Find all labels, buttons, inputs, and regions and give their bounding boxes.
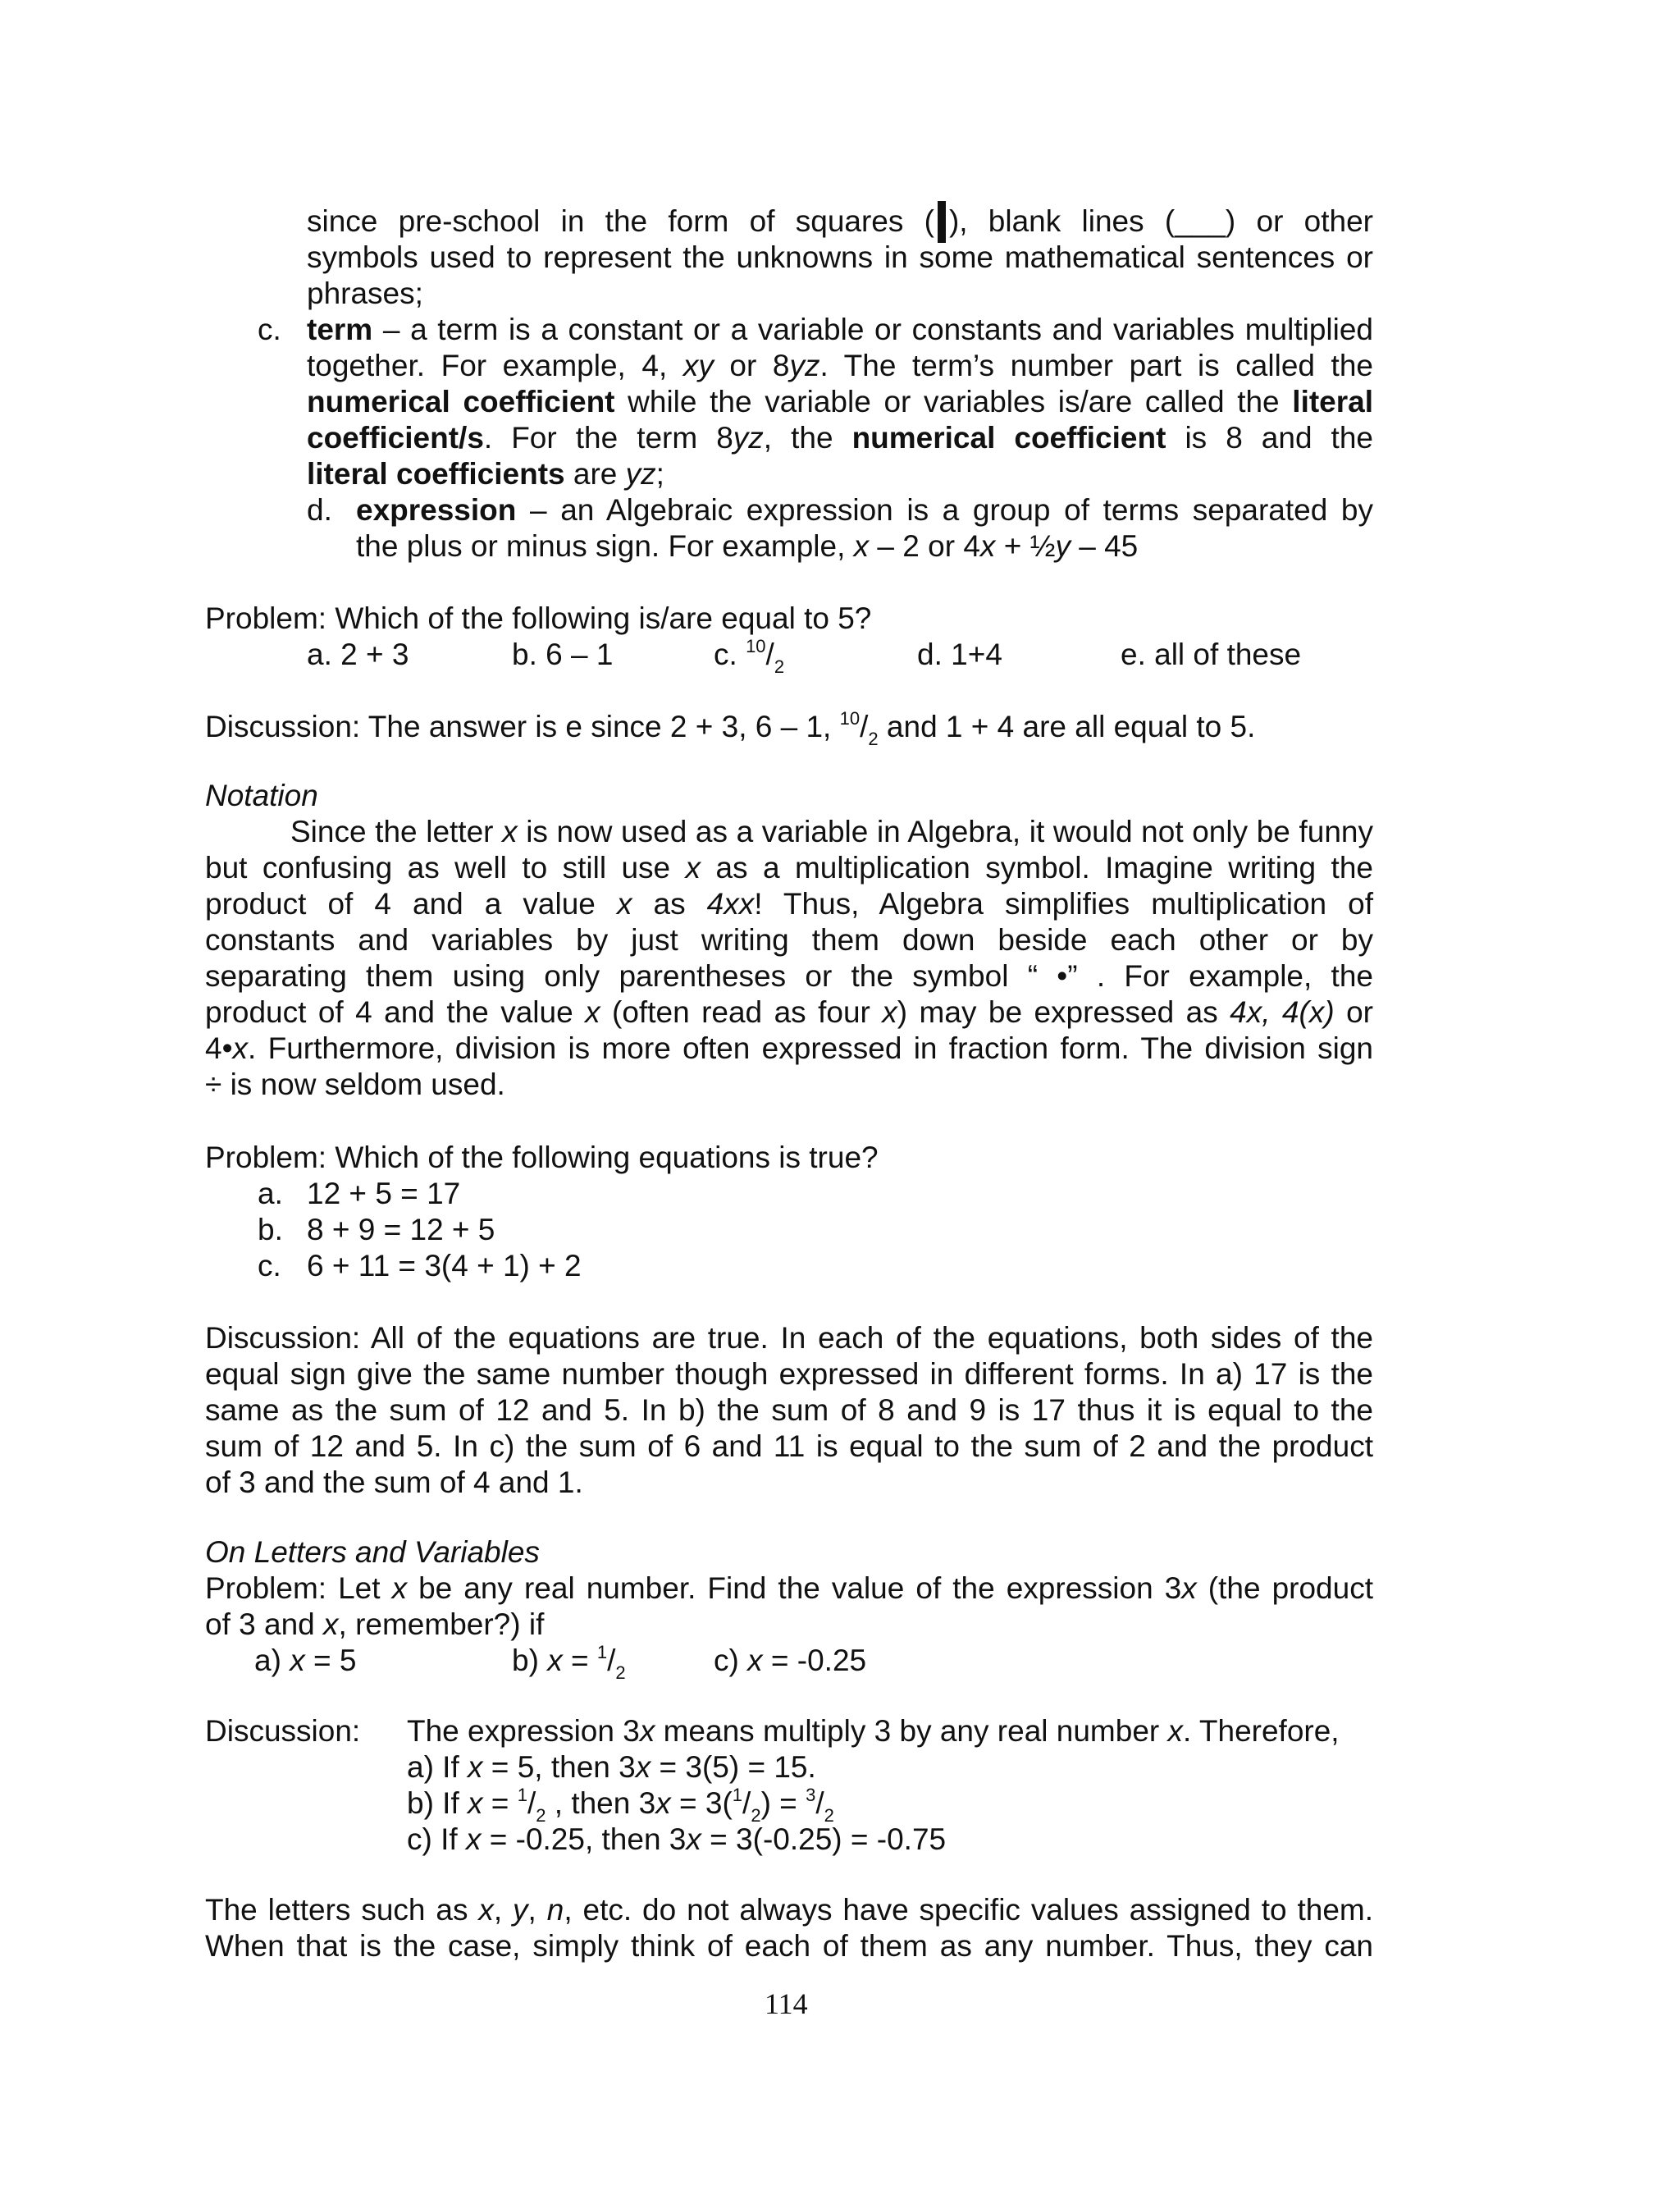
- list-marker: c.: [258, 1249, 281, 1282]
- paragraph-line: but confusing as well to still use x as a multiplication symbol. Imagine writing the: [205, 851, 1373, 885]
- paragraph-line: 4•x. Furthermore, division is more often expressed in fraction form. The division sign: [205, 1031, 1373, 1065]
- definition-expression: expression – an Algebraic expression is a group of terms separated by: [356, 493, 1373, 527]
- page-number: 114: [765, 1987, 808, 2020]
- text-line: literal coefficients are yz;: [307, 457, 664, 491]
- discussion-line: same as the sum of 12 and 5. In b) the sum of 8 and 9 is 17 thus it is equal to the: [205, 1393, 1373, 1427]
- text-line: since pre-school in the form of squares ( ), blank lines (___) or other: [307, 203, 1373, 240]
- text-line: the plus or minus sign. For example, x – 2 or 4x + ½y – 45: [356, 529, 1139, 563]
- list-marker: a.: [258, 1177, 283, 1210]
- discussion-label: Discussion:: [205, 1714, 361, 1748]
- discussion-line: The expression 3x means multiply 3 by any real number x. Therefore,: [407, 1714, 1340, 1748]
- choice-b: b) $x = ^1/_2$: [512, 1641, 626, 1684]
- discussion-line: equal sign give the same number though expressed in different forms. In a) 17 is the: [205, 1357, 1373, 1391]
- section-heading: Notation: [205, 779, 318, 812]
- paragraph-line: ÷ is now seldom used.: [205, 1068, 505, 1101]
- equation-a: 12 + 5 = 17: [307, 1177, 461, 1210]
- equation-c: 6 + 11 = 3(4 + 1) + 2: [307, 1249, 582, 1282]
- list-marker: c.: [258, 313, 281, 346]
- paragraph-line: product of 4 and a value x as 4xx! Thus, Algebra simplifies multiplication of: [205, 887, 1374, 921]
- equation-b: 8 + 9 = 12 + 5: [307, 1213, 495, 1246]
- discussion-line: c) If x = -0.25, then 3x = 3(-0.25) = -0.75: [407, 1822, 947, 1856]
- paragraph-line: The letters such as x, y, n, etc. do not always have specific values assigned to them.: [205, 1893, 1373, 1927]
- problem-question: Problem: Which of the following is/are equal to 5?: [205, 601, 872, 635]
- choice-b: b. 6 – 1: [512, 638, 614, 671]
- definition-term: term – a term is a constant or a variable or constants and variables multiplied: [307, 313, 1373, 346]
- discussion-line: Discussion: All of the equations are true. In each of the equations, both sides of the: [205, 1321, 1373, 1355]
- discussion-line: of 3 and the sum of 4 and 1.: [205, 1465, 583, 1499]
- choice-a: a. 2 + 3: [307, 638, 409, 671]
- problem-question: Problem: Which of the following equations is true?: [205, 1141, 879, 1174]
- paragraph-line: constants and variables by just writing them down beside each other or by: [205, 923, 1373, 957]
- square-symbol-icon: [938, 201, 946, 243]
- discussion-line: a) If x = 5, then 3x = 3(5) = 15.: [407, 1750, 816, 1784]
- list-marker: b.: [258, 1213, 283, 1246]
- text-line: numerical coefficient while the variable or variables is/are called the literal: [307, 385, 1374, 418]
- choice-d: d. 1+4: [917, 638, 1002, 671]
- choice-c: c) x = -0.25: [714, 1644, 867, 1677]
- choice-a: a) x = 5: [254, 1644, 357, 1677]
- list-marker: d.: [307, 493, 332, 527]
- choice-e: e. all of these: [1121, 638, 1302, 671]
- text-line: together. For example, 4, xy or 8yz. The term’s number part is called the: [307, 349, 1373, 382]
- text-line: coefficient/s. For the term 8yz, the numerical coefficient is 8 and the: [307, 421, 1373, 455]
- paragraph-line: Since the letter x is now used as a variable in Algebra, it would not only be funny: [290, 815, 1373, 848]
- choice-c: c. $^{10}/_2$: [714, 635, 785, 678]
- problem-question: of 3 and x, remember?) if: [205, 1607, 545, 1641]
- discussion: Discussion: The answer is e since 2 + 3, 6 – 1, $^{10}/_2$ and 1 + 4 are all equal to 5.: [205, 707, 1256, 750]
- discussion-line: b) If $x = ^1/_2$ , then $3x = 3(^1/_2) = ^3/_2$: [407, 1784, 834, 1827]
- paragraph-line: separating them using only parentheses or the symbol “ •” . For example, the: [205, 959, 1373, 993]
- text-line: symbols used to represent the unknowns in some mathematical sentences or: [307, 240, 1373, 274]
- text-line: phrases;: [307, 277, 423, 310]
- section-heading: On Letters and Variables: [205, 1535, 540, 1569]
- problem-question: Problem: Let x be any real number. Find the value of the expression 3x (the product: [205, 1571, 1373, 1605]
- paragraph-line: product of 4 and the value x (often read as four x) may be expressed as 4x, 4(x) or: [205, 995, 1373, 1029]
- paragraph-line: When that is the case, simply think of each of them as any number. Thus, they can: [205, 1929, 1373, 1963]
- discussion-line: sum of 12 and 5. In c) the sum of 6 and 11 is equal to the sum of 2 and the product: [205, 1429, 1373, 1463]
